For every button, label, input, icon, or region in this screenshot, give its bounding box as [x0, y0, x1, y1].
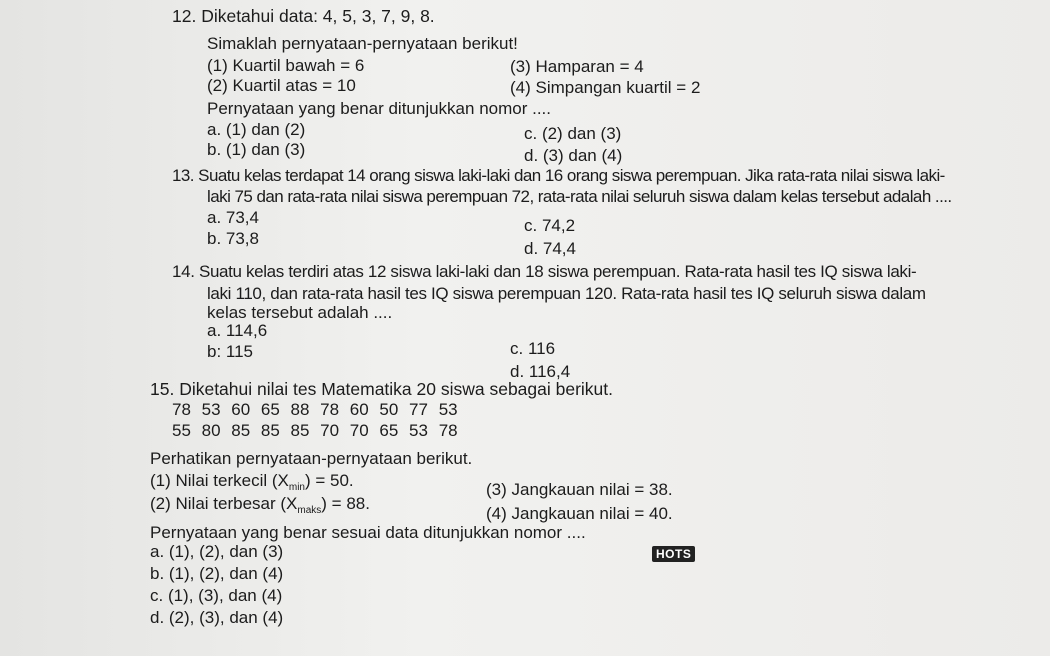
q15-option-d: d. (2), (3), dan (4): [150, 608, 284, 627]
q12-option-d: d. (3) dan (4): [524, 146, 623, 165]
q12-statement-3: (3) Hamparan = 4: [510, 57, 644, 76]
q13-line-1: 13. Suatu kelas terdapat 14 orang siswa laki-laki dan 16 orang siswa perempuan. Jika rata-rata nilai siswa laki-: [172, 166, 945, 185]
q12-title: 12. Diketahui data: 4, 5, 3, 7, 9, 8.: [172, 6, 435, 26]
q15-statement-2: [150, 494, 370, 514]
hots-badge: HOTS: [652, 546, 695, 562]
q15-statement-2-sub: maks: [297, 505, 322, 516]
q12-statement-2: (2) Kuartil atas = 10: [207, 76, 356, 95]
q15-statement-2-end: ) = 88.: [321, 494, 370, 513]
q15-data-row-1: 78 53 60 65 88 78 60 50 77 53: [172, 400, 458, 419]
q13-option-d: d. 74,4: [524, 239, 576, 258]
q14-line-3: kelas tersebut adalah ....: [207, 303, 393, 322]
q12-statement-1: (1) Kuartil bawah = 6: [207, 56, 365, 75]
q14-option-b: b: 115: [207, 342, 254, 361]
q15-option-b: b. (1), (2), dan (4): [150, 564, 284, 583]
q14-line-2: laki 110, dan rata-rata hasil tes IQ siswa perempuan 120. Rata-rata hasil tes IQ seluruh siswa dalam: [207, 284, 926, 303]
q15-statement-1: [150, 471, 354, 491]
q13-line-2: laki 75 dan rata-rata nilai siswa perempuan 72, rata-rata nilai seluruh siswa dalam kelas tersebut adalah ....: [207, 187, 952, 206]
q12-instruction: Simaklah pernyataan-pernyataan berikut!: [207, 34, 518, 53]
q15-data-row-2: 55 80 85 85 85 70 70 65 53 78: [172, 421, 458, 440]
q14-option-c: c. 116: [510, 339, 556, 358]
q12-statement-4: (4) Simpangan kuartil = 2: [510, 78, 701, 97]
q15-statement-3: (3) Jangkauan nilai = 38.: [486, 480, 673, 499]
q12-option-a: a. (1) dan (2): [207, 120, 306, 139]
q12-prompt: Pernyataan yang benar ditunjukkan nomor ....: [207, 99, 551, 118]
q15-option-c: c. (1), (3), dan (4): [150, 586, 283, 605]
q14-line-1: 14. Suatu kelas terdiri atas 12 siswa laki-laki dan 18 siswa perempuan. Rata-rata hasil tes IQ siswa laki-: [172, 262, 917, 281]
q15-title: 15. Diketahui nilai tes Matematika 20 siswa sebagai berikut.: [150, 379, 614, 399]
q14-option-a: a. 114,6: [207, 321, 268, 340]
q15-prompt: Pernyataan yang benar sesuai data ditunjukkan nomor ....: [150, 523, 586, 542]
q13-option-b: b. 73,8: [207, 229, 259, 248]
q13-option-a: a. 73,4: [207, 208, 259, 227]
q15-statement-4: (4) Jangkauan nilai = 40.: [486, 504, 673, 523]
q15-statement-1-sub: min: [288, 482, 305, 493]
q13-option-c: c. 74,2: [524, 216, 576, 235]
q15-statement-1-text: (1) Nilai terkecil (X: [150, 471, 289, 490]
q15-statement-2-text: (2) Nilai terbesar (X: [150, 494, 298, 513]
q14-option-d: d. 116,4: [510, 362, 571, 381]
q12-option-b: b. (1) dan (3): [207, 140, 306, 159]
q15-option-a: a. (1), (2), dan (3): [150, 542, 284, 561]
q15-instruction: Perhatikan pernyataan-pernyataan berikut.: [150, 449, 473, 468]
q15-statement-1-end: ) = 50.: [304, 471, 354, 490]
q12-option-c: c. (2) dan (3): [524, 124, 622, 143]
